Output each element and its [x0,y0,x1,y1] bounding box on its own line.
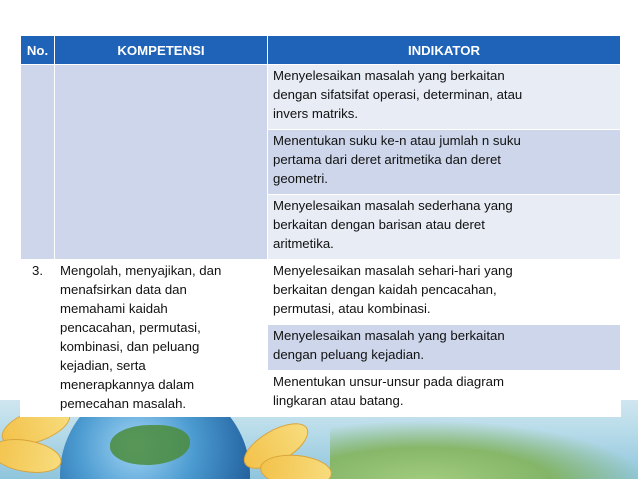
cell-indikator [268,130,621,195]
kompetensi-line: memahami kaidah [60,301,168,316]
table-row [21,260,621,325]
indicator-line: Menentukan suku ke-n atau jumlah n suku [273,133,521,148]
indicator-line: dengan peluang kejadian. [273,347,425,362]
slide-top-background [0,0,638,40]
cell-indikator [268,65,621,130]
table-row [21,65,621,130]
indicator-line: Menyelesaikan masalah sederhana yang [273,198,513,213]
indicator-line: berkaitan dengan kaidah pencacahan, [273,282,497,297]
indicator-line: Menentukan unsur-unsur pada diagram [273,374,504,389]
header-indikator: INDIKATOR [268,36,621,65]
indicator-line: berkaitan dengan barisan atau deret [273,217,485,232]
kompetensi-line: menerapkannya dalam [60,377,195,392]
cell-indikator [268,195,621,260]
header-no: No. [21,36,55,65]
competency-table [20,35,621,417]
indicator-line: Menyelesaikan masalah yang berkaitan [273,328,505,343]
cell-indikator [268,325,621,371]
indicator-line: Menyelesaikan masalah sehari-hari yang [273,263,513,278]
kompetensi-line: Mengolah, menyajikan, dan [60,263,222,278]
indicator-line: aritmetika. [273,236,334,251]
indicator-line: dengan sifatsifat operasi, determinan, atau [273,87,523,102]
indicator-line: pertama dari deret aritmetika dan deret [273,152,501,167]
cell-no-empty [21,65,55,260]
kompetensi-line: menafsirkan data dan [60,282,187,297]
indicator-line: invers matriks. [273,106,358,121]
indicator-line: permutasi, atau kombinasi. [273,301,431,316]
header-kompetensi: KOMPETENSI [55,36,268,65]
decorative-leaves [330,420,638,479]
indicator-line: geometri. [273,171,328,186]
kompetensi-line: pencacahan, permutasi, [60,320,201,335]
kompetensi-line: pemecahan masalah. [60,396,187,411]
cell-no: 3. [21,260,55,417]
cell-kompetensi-empty [55,65,268,260]
cell-indikator [268,371,621,417]
cell-kompetensi [55,260,268,417]
kompetensi-line: kejadian, serta [60,358,146,373]
table-header-row [21,36,621,65]
indicator-line: lingkaran atau batang. [273,393,404,408]
indicator-line: Menyelesaikan masalah yang berkaitan [273,68,505,83]
kompetensi-line: kombinasi, dan peluang [60,339,200,354]
cell-indikator [268,260,621,325]
